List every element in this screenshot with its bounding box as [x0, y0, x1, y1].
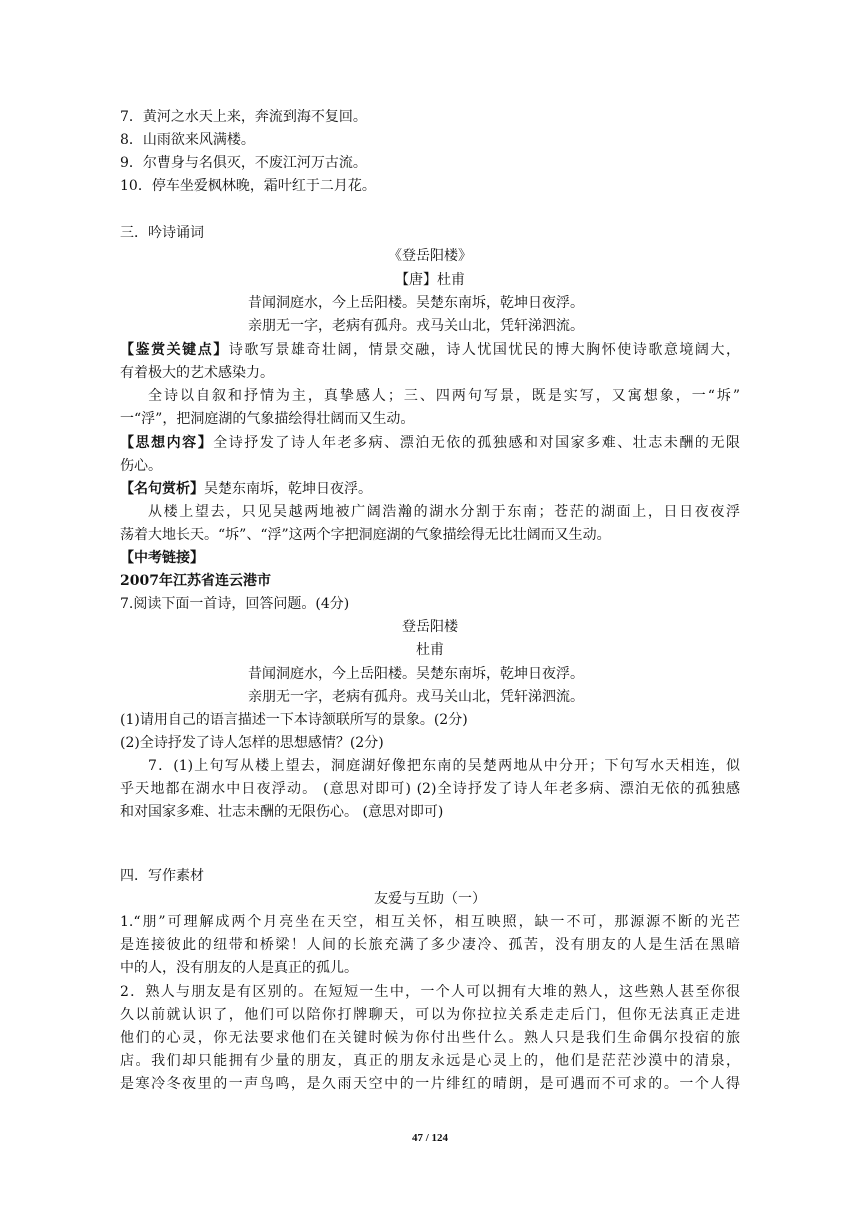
question-poem-title: 登岳阳楼	[402, 619, 458, 635]
material-line: 他们的心灵，你无法要求他们在关键时候为你付出些什么。熟人只是我们生命偶尔投宿的旅	[120, 1030, 740, 1046]
material-line: 是连接彼此的纽带和桥梁！人间的长旅充满了多少凄冷、孤苦，没有朋友的人是生活在黑暗	[120, 937, 740, 953]
section-heading: 三．吟诗诵词	[120, 225, 204, 241]
body-line: 一“浮”，把洞庭湖的气象描绘得壮阔而又生动。	[120, 411, 415, 427]
question-item: (1)请用自己的语言描述一下本诗颔联所写的景象。(2分)	[120, 712, 468, 728]
answer-line: 7．(1)上句写从楼上望去，洞庭湖好像把东南的吴楚两地从中分开；下句写水天相连，似	[148, 758, 740, 774]
exam-label: 【中考链接】	[120, 550, 204, 566]
thought-line: 伤心。	[120, 458, 162, 474]
appreciation-label: 【鉴赏关键点】	[120, 342, 229, 358]
material-line: 店。我们却只能拥有少量的朋友，真正的朋友永远是心灵上的，他们是茫茫沙漠中的清泉，	[120, 1053, 740, 1069]
poem-title: 《登岳阳楼》	[388, 248, 472, 264]
appreciation-line: 【鉴赏关键点】诗歌写景雄奇壮阔，情景交融，诗人忧国忧民的博大胸怀使诗歌意境阔大，	[120, 342, 741, 358]
body-line: 从楼上望去，只见吴越两地被广阔浩瀚的湖水分割于东南；苍茫的湖面上，日日夜夜浮	[148, 504, 740, 520]
page-number: 47 / 124	[411, 1132, 449, 1144]
poem-verse: 亲朋无一字，老病有孤舟。戎马关山北，凭轩涕泗流。	[248, 318, 584, 334]
thought-line: 【思想内容】全诗抒发了诗人年老多病、漂泊无依的孤独感和对国家多难、壮志未酬的无限	[120, 435, 741, 451]
thought-label: 【思想内容】	[120, 435, 214, 451]
appreciation-line: 有着极大的艺术感染力。	[120, 365, 274, 381]
section-heading: 四．写作素材	[120, 868, 204, 884]
material-line: 1.“朋”可理解成两个月亮坐在天空，相互关怀，相互映照，缺一不可，那源源不断的光芒	[120, 914, 740, 930]
material-title: 友爱与互助（一）	[374, 891, 486, 907]
body-line: 荡着大地长天。“坼”、“浮”这两个字把洞庭湖的气象描绘得无比壮阔而又生动。	[120, 527, 611, 543]
poem-line-item: 9．尔曹身与名俱灭，不废江河万古流。	[120, 155, 367, 171]
question-poem-verse: 昔闻洞庭水，今上岳阳楼。吴楚东南坼，乾坤日夜浮。	[248, 666, 584, 682]
question-poem-verse: 亲朋无一字，老病有孤舟。戎马关山北，凭轩涕泗流。	[248, 689, 584, 705]
poem-author: 【唐】杜甫	[395, 272, 465, 288]
question-item: (2)全诗抒发了诗人怎样的思想感情？(2分)	[120, 735, 384, 751]
exam-source: 2007年江苏省连云港市	[120, 573, 271, 589]
famous-line: 【名句赏析】吴楚东南坼，乾坤日夜浮。	[120, 481, 372, 497]
question-intro: 7.阅读下面一首诗，回答问题。(4分)	[120, 596, 350, 612]
poem-line-item: 10．停车坐爱枫林晚，霜叶红于二月花。	[120, 178, 376, 194]
poem-line-item: 7．黄河之水天上来，奔流到海不复回。	[120, 109, 367, 125]
poem-verse: 昔闻洞庭水，今上岳阳楼。吴楚东南坼，乾坤日夜浮。	[248, 295, 584, 311]
answer-line: 和对国家多难、壮志未酬的无限伤心。 (意思对即可)	[120, 804, 444, 820]
material-line: 是寒冷冬夜里的一声鸟鸣，是久雨天空中的一片绯红的晴朗，是可遇而不可求的。一个人得	[120, 1076, 740, 1092]
famous-label: 【名句赏析】	[120, 481, 204, 497]
question-poem-author: 杜甫	[416, 642, 444, 658]
material-line: 中的人，没有朋友的人是真正的孤儿。	[120, 960, 358, 976]
material-line: 2．熟人与朋友是有区别的。在短短一生中，一个人可以拥有大堆的熟人，这些熟人甚至你很	[120, 984, 740, 1000]
answer-line: 乎天地都在湖水中日夜浮动。 (意思对即可) (2)全诗抒发了诗人年老多病、漂泊无依的孤独感	[120, 781, 740, 797]
poem-line-item: 8．山雨欲来风满楼。	[120, 132, 255, 148]
material-line: 久以前就认识了，他们可以陪你打牌聊天，可以为你拉拉关系走走后门，但你无法真正走进	[120, 1007, 740, 1023]
body-line: 全诗以自叙和抒情为主，真挚感人；三、四两句写景，既是实写，又寓想象，一“坼”	[148, 388, 740, 404]
